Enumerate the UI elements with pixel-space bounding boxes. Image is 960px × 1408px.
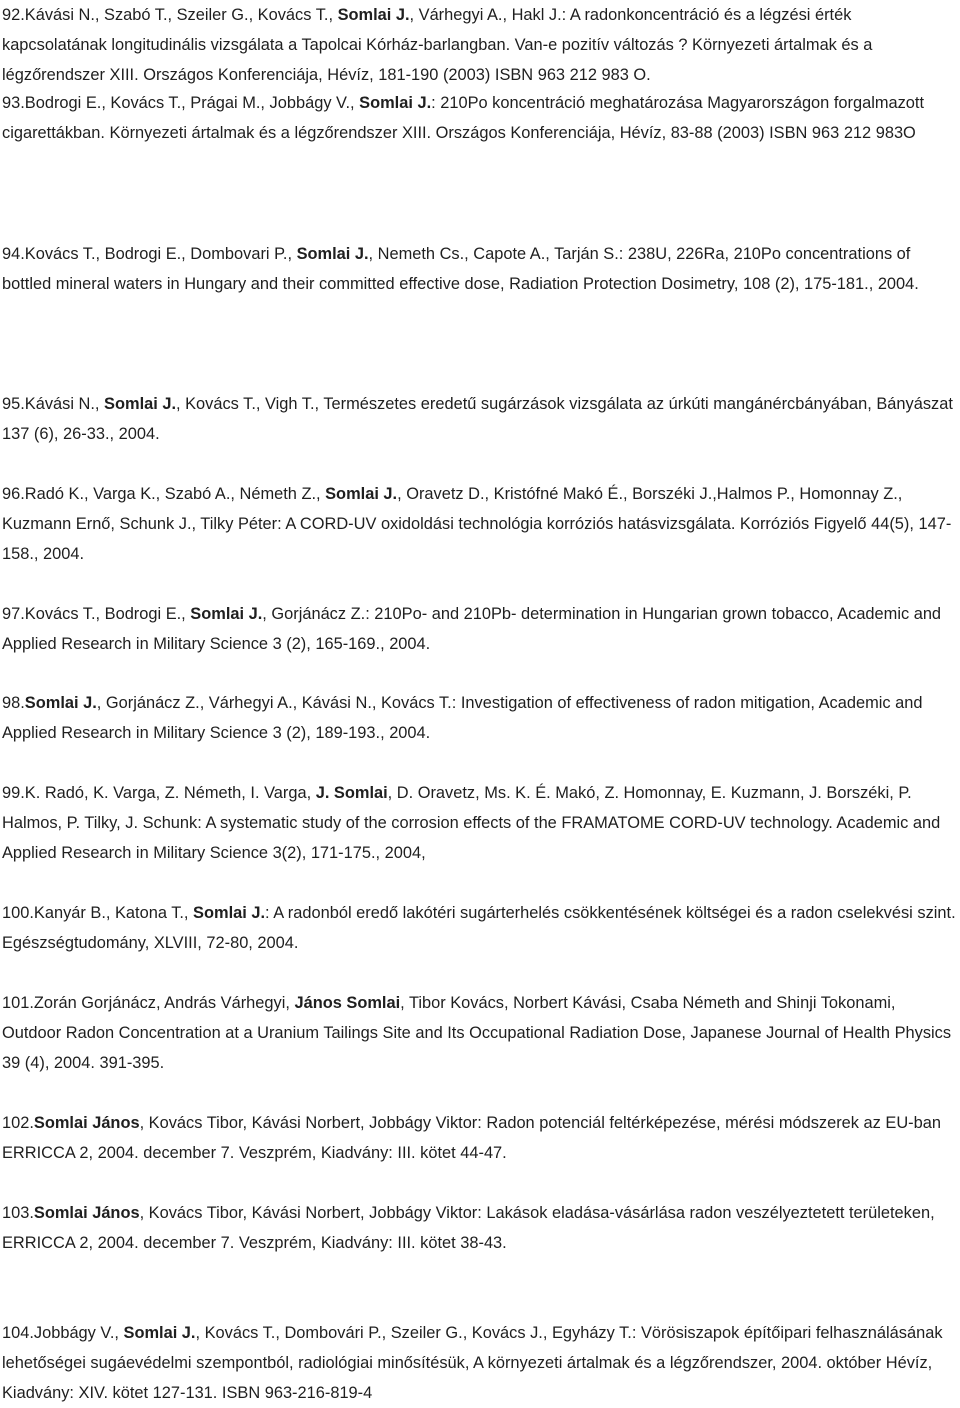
reference-item — [2, 88, 958, 148]
author-highlight: Somlai J. — [359, 94, 432, 112]
author-highlight: Somlai J. — [24, 694, 97, 712]
reference-item — [2, 898, 958, 958]
author-highlight: Somlai J. — [190, 605, 263, 623]
reference-text: , Kovács Tibor, Kávási Norbert, Jobbágy Viktor: Radon potenciál feltérképezése, mérési módszerek az EU-ban ERRICCA 2, 2004. december 7. Veszprém, Kiadvány: III. kötet 44-47. — [2, 1114, 941, 1162]
reference-text: 103. — [2, 1204, 34, 1222]
reference-text: 101.Zorán Gorjánácz, András Várhegyi, — [2, 994, 295, 1012]
reference-item — [2, 239, 958, 299]
reference-text: , Nemeth Cs., Capote A., Tarján S.: 238U, 226Ra, 210Po concentrations of bottled mineral waters in Hungary and their committed effective dose, Radiation Protection Dosimetry, 108 (2), 175-181., 2004. — [2, 245, 919, 293]
reference-text: 98. — [2, 694, 25, 712]
author-highlight: Somlai J. — [325, 485, 398, 503]
reference-text: , Tibor Kovács, Norbert Kávási, Csaba Németh and Shinji Tokonami, Outdoor Radon Concentration at a Uranium Tailings Site and Its Occupational Radiation Dose, Japanese Journal of Health Physics 39 (4), 2004. 391-395. — [2, 994, 952, 1072]
reference-text: : A radonból eredő lakótéri sugárterhelés csökkentésének költségei és a radon cselekvési szint. Egészségtudomány, XLVIII, 72-80, 2004. — [2, 904, 956, 952]
author-highlight: Somlai János — [33, 1114, 140, 1132]
reference-text: , Kovács T., Vigh T., Természetes eredetű sugárzások vizsgálata az úrkúti mangánércbányában, Bányászat 137 (6), 26-33., 2004. — [2, 395, 953, 443]
reference-text: 99.K. Radó, K. Varga, Z. Németh, I. Varga, — [2, 784, 316, 802]
author-highlight: Somlai J. — [193, 904, 266, 922]
reference-item — [2, 988, 958, 1078]
reference-item — [2, 0, 958, 90]
author-highlight: Somlai J. — [296, 245, 369, 263]
author-highlight: Somlai J. — [337, 6, 410, 24]
reference-item — [2, 479, 958, 569]
reference-text: , Kovács Tibor, Kávási Norbert, Jobbágy Viktor: Lakások eladása-vásárlása radon veszélyeztetett területeken, ERRICCA 2, 2004. december 7. Veszprém, Kiadvány: III. kötet 38-43. — [2, 1204, 935, 1252]
reference-text: 94.Kovács T., Bodrogi E., Dombovari P., — [2, 245, 297, 263]
reference-item — [2, 688, 958, 748]
reference-item — [2, 1318, 958, 1408]
author-highlight: Somlai J. — [123, 1324, 196, 1342]
reference-text: 102. — [2, 1114, 34, 1132]
reference-text: 93.Bodrogi E., Kovács T., Prágai M., Jobbágy V., — [2, 94, 360, 112]
reference-item — [2, 389, 958, 449]
reference-text: , Kovács T., Dombovári P., Szeiler G., Kovács J., Egyházy T.: Vörösiszapok építőipari felhasználásának lehetőségei sugáevédelmi szempontból, radiológiai minősítésük, A környezeti ártalmak és a légzőrendszer, 2004. október Hévíz, Kiadvány: XIV. kötet 127-131. ISBN 963-216-819-4 — [2, 1324, 943, 1402]
author-highlight: Somlai János — [33, 1204, 140, 1222]
reference-text: , Gorjánácz Z., Várhegyi A., Kávási N., Kovács T.: Investigation of effectiveness of radon mitigation, Academic and Applied Research in Military Science 3 (2), 189-193., 2004. — [2, 694, 923, 742]
reference-text: 100.Kanyár B., Katona T., — [2, 904, 194, 922]
reference-text: , Gorjánácz Z.: 210Po- and 210Pb- determination in Hungarian grown tobacco, Academic and Applied Research in Military Science 3 (2), 165-169., 2004. — [2, 605, 942, 653]
reference-text: , Oravetz D., Kristófné Makó É., Borszéki J.,Halmos P., Homonnay Z., Kuzmann Ernő, Schunk J., Tilky Péter: A CORD-UV oxidoldási technológia korróziós hatásvizsgálata. Korróziós Figyelő 44(5), 147-158., 2004. — [2, 485, 952, 563]
reference-item — [2, 599, 958, 659]
reference-item — [2, 1198, 958, 1258]
reference-text: 92.Kávási N., Szabó T., Szeiler G., Kovács T., — [2, 6, 338, 24]
author-highlight: Somlai J. — [104, 395, 177, 413]
reference-text: 96.Radó K., Varga K., Szabó A., Németh Z., — [2, 485, 326, 503]
reference-item — [2, 778, 958, 868]
reference-item — [2, 1108, 958, 1168]
author-highlight: J. Somlai — [315, 784, 388, 802]
author-highlight: János Somlai — [294, 994, 401, 1012]
reference-text: 104.Jobbágy V., — [2, 1324, 124, 1342]
reference-text: , D. Oravetz, Ms. K. É. Makó, Z. Homonnay, E. Kuzmann, J. Borszéki, P. Halmos, P. Tilky, J. Schunk: A systematic study of the corrosion effects of the FRAMATOME CORD-UV technology. Academic and Applied Research in Military Science 3(2), 171-175., 2004, — [2, 784, 941, 862]
reference-text: : 210Po koncentráció meghatározása Magyarországon forgalmazott cigarettákban. Környezeti ártalmak és a légzőrendszer XIII. Országos Konferenciája, Hévíz, 83-88 (2003) ISBN 963 212 983O — [2, 94, 925, 142]
reference-text: 97.Kovács T., Bodrogi E., — [2, 605, 191, 623]
reference-text: 95.Kávási N., — [2, 395, 105, 413]
reference-text: , Várhegyi A., Hakl J.: A radonkoncentráció és a légzési érték kapcsolatának longitudinális vizsgálata a Tapolcai Kórház-barlangban. Van-e pozitív változás ? Környezeti ártalmak és a légzőrendszer XIII. Országos Konferenciája, Hévíz, 181-190 (2003) ISBN 963 212 983 O. — [2, 6, 873, 84]
